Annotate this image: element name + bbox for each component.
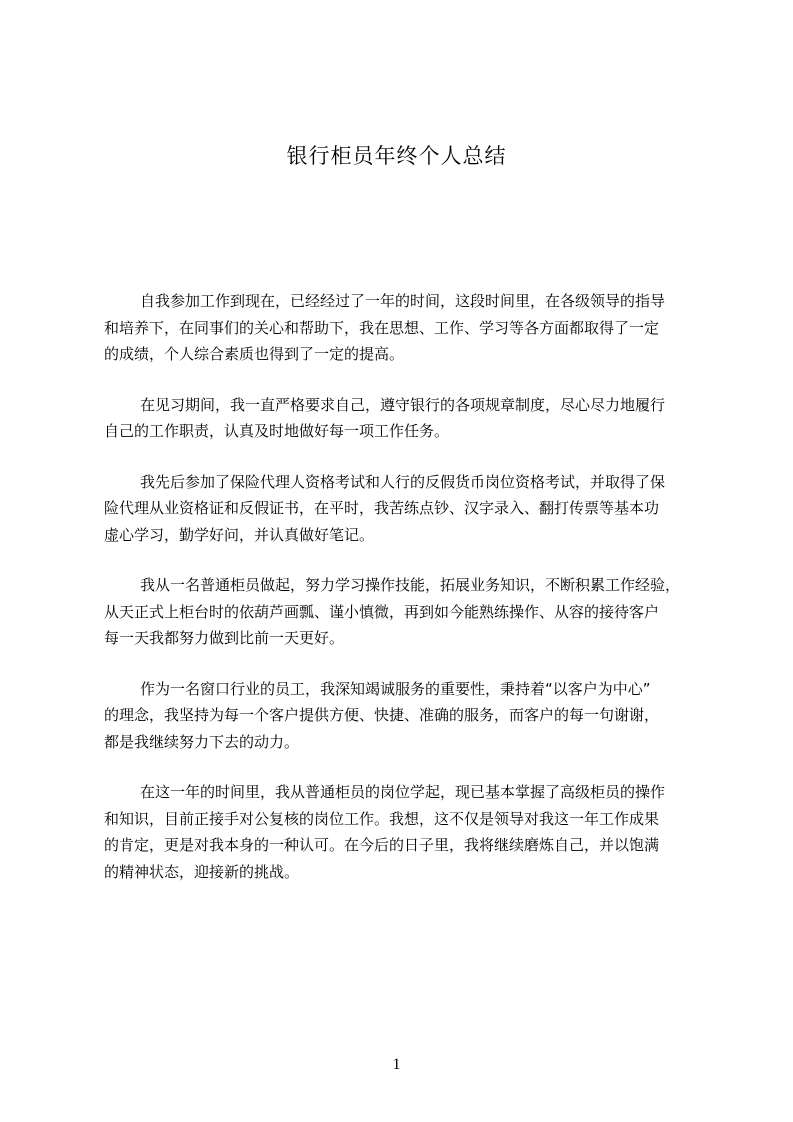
paragraph-line: 在见习期间，我一直严格要求自己，遵守银行的各项规章制度，尽心尽力地履行: [140, 395, 666, 414]
paragraph-line: 自我参加工作到现在，已经经过了一年的时间，这段时间里，在各级领导的指导: [140, 292, 666, 310]
paragraph-line: 的肯定，更是对我本身的一种认可。在今后的日子里，我将继续磨炼自己，并以饱满: [104, 836, 660, 854]
paragraph-1: [104, 288, 704, 368]
paragraph-line: 在这一年的时间里，我从普通柜员的岗位学起，现已基本掌握了高级柜员的操作: [140, 783, 666, 801]
document-title: 银行柜员年终个人总结: [286, 144, 507, 168]
paragraph-line: 自己的工作职责，认真及时地做好每一项工作任务。: [104, 422, 450, 440]
paragraph-5: [104, 676, 704, 756]
document-body: [104, 288, 704, 909]
paragraph-4: [104, 572, 704, 652]
paragraph-line: 我从一名普通柜员做起，努力学习操作技能，拓展业务知识，不断积累工作经验，: [140, 576, 681, 594]
paragraph-2: [104, 392, 704, 445]
paragraph-3: [104, 469, 704, 549]
paragraph-line: 每一天我都努力做到比前一天更好。: [104, 629, 345, 647]
paragraph-line: 从天正式上柜台时的依葫芦画瓢、谨小慎微，再到如今能熟练操作、从容的接待客户: [104, 602, 660, 621]
paragraph-line: 和知识，目前正接手对公复核的岗位工作。我想，这不仅是领导对我这一年工作成果: [104, 809, 660, 828]
paragraph-line: 都是我继续努力下去的动力。: [104, 732, 300, 751]
paragraph-line: 的理念，我坚持为每一个客户提供方便、快捷、准确的服务，而客户的每一句谢谢，: [104, 706, 660, 724]
page-number: 1: [392, 1056, 401, 1073]
paragraph-line: 虚心学习，勤学好问，并认真做好笔记。: [104, 525, 375, 544]
paragraph-6: [104, 779, 704, 885]
paragraph-line: 的精神状态，迎接新的挑战。: [104, 862, 300, 881]
paragraph-line: 作为一名窗口行业的员工，我深知竭诚服务的重要性，秉持着“以客户为中心”: [140, 679, 651, 698]
paragraph-line: 险代理从业资格证和反假证书，在平时，我苦练点钞、汉字录入、翻打传票等基本功: [104, 499, 660, 517]
paragraph-line: 的成绩，个人综合素质也得到了一定的提高。: [104, 345, 405, 363]
paragraph-line: 我先后参加了保险代理人资格考试和人行的反假货币岗位资格考试，并取得了保: [140, 472, 666, 491]
paragraph-line: 和培养下，在同事们的关心和帮助下，我在思想、工作、学习等各方面都取得了一定: [104, 318, 660, 337]
